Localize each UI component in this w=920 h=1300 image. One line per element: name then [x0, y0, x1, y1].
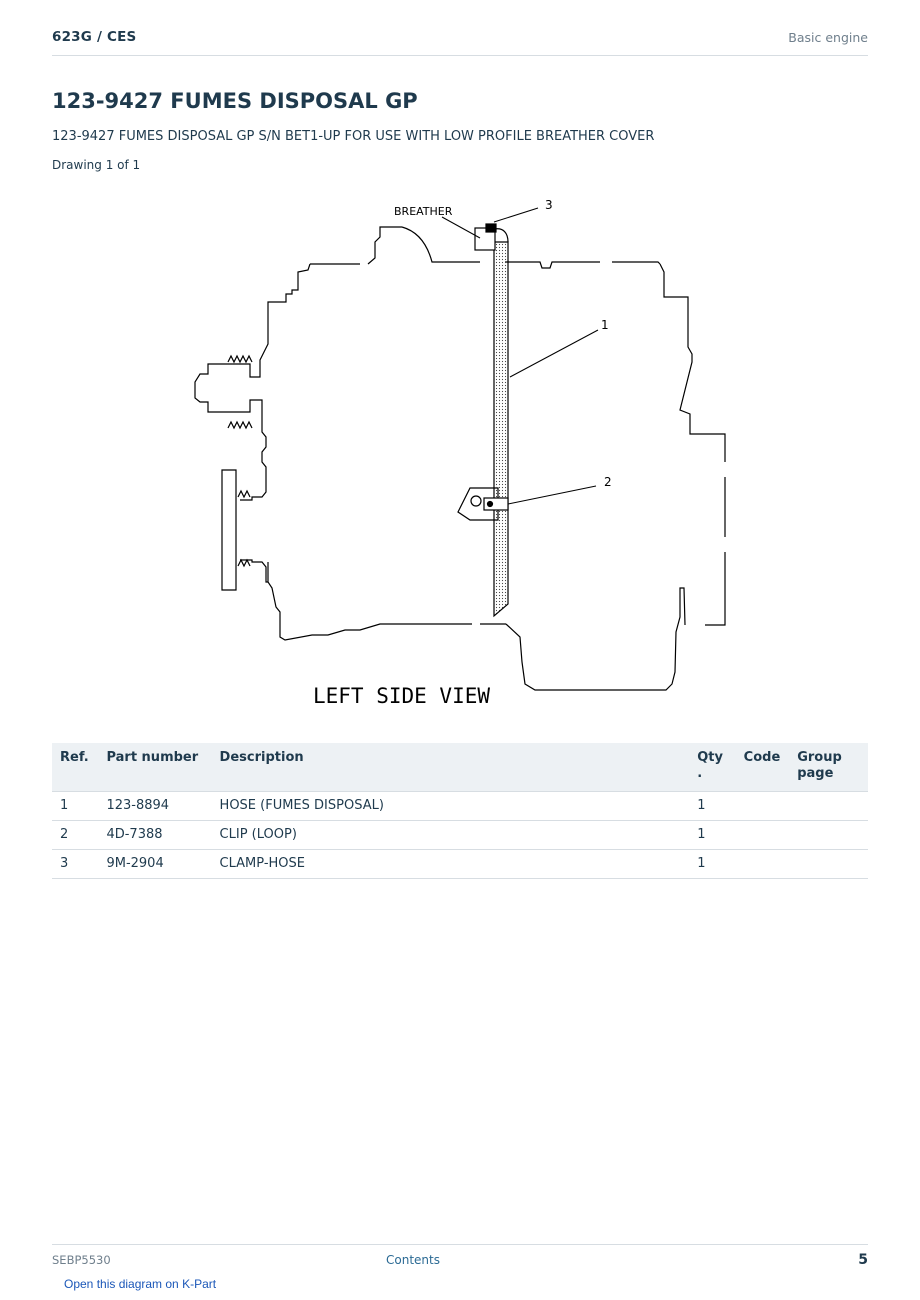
cell-ref: 1 [52, 792, 98, 821]
cell-group-page [789, 821, 868, 850]
kpart-link[interactable]: Open this diagram on K-Part [64, 1277, 217, 1291]
cell-ref: 2 [52, 821, 98, 850]
engine-diagram [180, 192, 740, 712]
cell-code [736, 792, 790, 821]
cell-part-number: 123-8894 [98, 792, 211, 821]
table-header-row [52, 743, 868, 792]
leader-lines [442, 208, 598, 504]
cell-group-page [789, 792, 868, 821]
cell-code [736, 821, 790, 850]
contents-link[interactable]: Contents [386, 1253, 440, 1267]
drawing-label: Drawing 1 of 1 [52, 158, 141, 172]
cell-qty: 1 [689, 850, 735, 879]
cell-description: CLIP (LOOP) [212, 821, 690, 850]
hose-clip [484, 498, 508, 510]
cell-description: CLAMP-HOSE [212, 850, 690, 879]
view-label: LEFT SIDE VIEW [313, 684, 491, 708]
col-ref: Ref. [52, 743, 98, 792]
document-id: SEBP5530 [52, 1253, 111, 1267]
cell-group-page [789, 850, 868, 879]
col-qty: Qty . [689, 743, 735, 792]
fumes-hose [475, 224, 508, 616]
header-divider [52, 55, 868, 56]
cell-part-number: 4D-7388 [98, 821, 211, 850]
cell-qty: 1 [689, 792, 735, 821]
parts-table [52, 743, 868, 879]
breadcrumb: 623G / CES [52, 29, 137, 45]
callout-3: 3 [545, 198, 553, 212]
engine-outline [195, 227, 725, 690]
section-name: Basic engine [788, 30, 868, 45]
table-row [52, 821, 868, 850]
page-number: 5 [858, 1252, 868, 1268]
col-code: Code [736, 743, 790, 792]
col-description: Description [212, 743, 690, 792]
cell-code [736, 850, 790, 879]
footer-divider [52, 1244, 868, 1245]
callout-1: 1 [601, 318, 609, 332]
cell-qty: 1 [689, 821, 735, 850]
col-group-page: Group page [789, 743, 868, 792]
col-part-number: Part number [98, 743, 211, 792]
breather-label: BREATHER [394, 205, 453, 218]
page-subtitle: 123-9427 FUMES DISPOSAL GP S/N BET1-UP FOR USE WITH LOW PROFILE BREATHER COVER [52, 129, 655, 144]
cell-ref: 3 [52, 850, 98, 879]
table-row [52, 850, 868, 879]
page-title: 123-9427 FUMES DISPOSAL GP [52, 89, 418, 113]
table-row [52, 792, 868, 821]
cell-part-number: 9M-2904 [98, 850, 211, 879]
callout-2: 2 [604, 475, 612, 489]
cell-description: HOSE (FUMES DISPOSAL) [212, 792, 690, 821]
